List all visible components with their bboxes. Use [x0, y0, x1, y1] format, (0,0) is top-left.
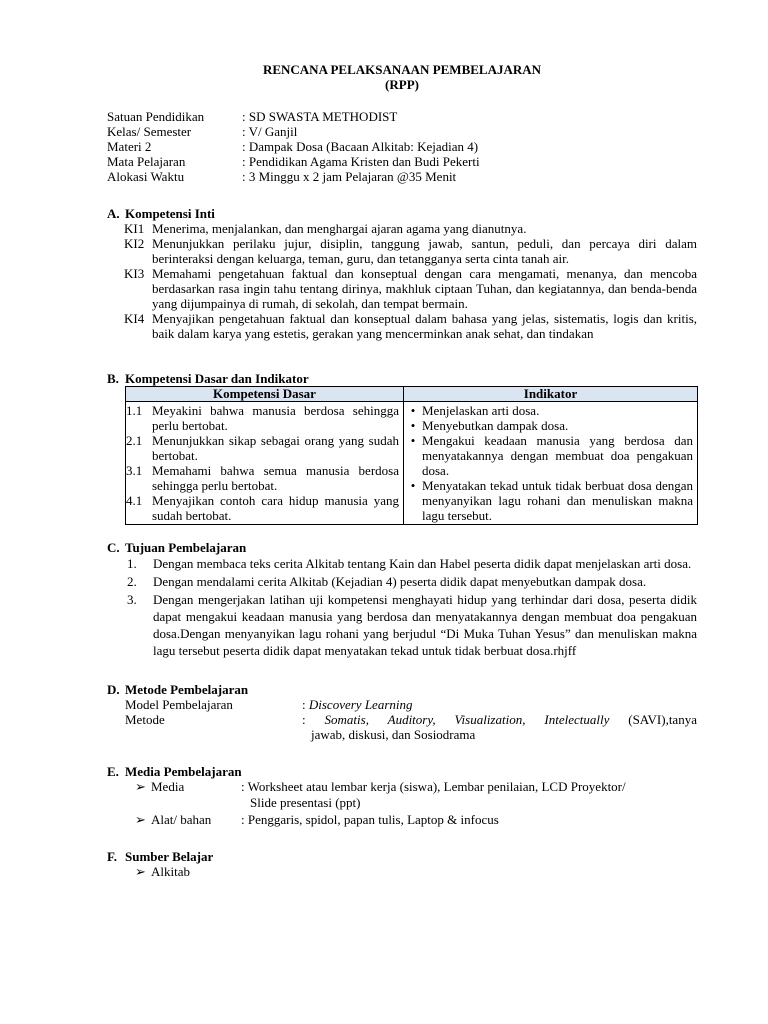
model-prefix: : [302, 697, 309, 712]
identity-value: : V/ Ganjil [242, 124, 298, 139]
bullet-icon: • [410, 433, 416, 448]
kd-number: 1.1 [126, 403, 143, 418]
list-item [107, 555, 697, 572]
list-item [107, 591, 697, 659]
indicator-text: Mengakui keadaan manusia yang berdosa dan menyatakannya dengan membuat doa pengakuan dosa. [422, 433, 693, 478]
identity-value: : SD SWASTA METHODIST [242, 109, 398, 124]
kd-cell [126, 402, 404, 525]
identity-label: Mata Pelajaran [107, 154, 186, 169]
identity-value: : Dampak Dosa (Bacaan Alkitab: Kejadian 4) [242, 139, 479, 154]
indicator-text: Menyebutkan dampak dosa. [422, 418, 569, 433]
list-item [107, 221, 697, 236]
kd-text: Menunjukkan sikap sebagai orang yang sudah bertobat. [152, 433, 399, 463]
section-letter: A. [107, 206, 120, 221]
list-item [404, 433, 693, 478]
model-label: Model Pembelajaran [125, 697, 233, 712]
list-item [404, 403, 693, 418]
list-item [126, 493, 399, 523]
arrow-bullet-icon: ➢ [135, 864, 146, 879]
section-e-heading [107, 764, 697, 779]
document-title: RENCANA PELAKSANAAN PEMBELAJARAN [262, 62, 542, 77]
table-header-row [126, 387, 698, 402]
indicator-text: Menjelaskan arti dosa. [422, 403, 540, 418]
kd-text: Meyakini bahwa manusia berdosa sehingga perlu bertobat. [152, 403, 399, 433]
kd-number: 2.1 [126, 433, 143, 448]
ki-code: KI2 [124, 236, 145, 251]
section-letter: C. [107, 540, 120, 555]
kd-indikator-table [125, 386, 698, 525]
identity-label: Materi 2 [107, 139, 152, 154]
metode-line2: jawab, diskusi, dan Sosiodrama [311, 727, 476, 742]
section-letter: B. [107, 371, 119, 386]
section-letter: E. [107, 764, 119, 779]
media-value: : Worksheet atau lembar kerja (siswa), Lembar penilaian, LCD Proyektor/ [241, 779, 626, 794]
alat-value: : Penggaris, spidol, papan tulis, Laptop & infocus [241, 812, 499, 827]
ki-text: Menyajikan pengetahuan faktual dan konseptual dalam bahasa yang jelas, sistematis, logis dan kritis, baik dalam karya yang estetis, gerakan yang mencerminkan anak sehat, dan tindakan [152, 311, 697, 341]
metode-row [107, 712, 697, 727]
table-header-indikator: Indikator [404, 387, 698, 402]
document-page [107, 62, 697, 879]
arrow-bullet-icon: ➢ [135, 779, 146, 794]
list-text: Dengan mengerjakan latihan uji kompetensi menghayati hidup yang terhindar dari dosa, peserta didik dapat mengakui keadaan manusia yang berdosa dan menyatakannya dengan membuat doa pengakuan dosa.Dengan menyanyikan lagu rohani yang berjudul “Di Muka Tuhan Yesus” dan menuliskan makna lagu tersebut peserta didik dapat menyatakan tekad untuk tidak berbuat dosa.rhjff [153, 592, 697, 658]
list-item [107, 266, 697, 311]
list-item [107, 864, 697, 879]
indikator-cell [404, 402, 698, 525]
identity-label: Kelas/ Semester [107, 124, 192, 139]
list-number: 2. [127, 574, 137, 589]
table-header-kd: Kompetensi Dasar [126, 387, 404, 402]
list-number: 1. [127, 556, 137, 571]
sumber-text: Alkitab [151, 864, 190, 879]
section-d-heading [107, 682, 697, 697]
list-item [107, 236, 697, 266]
section-title: Kompetensi Inti [125, 206, 215, 221]
indicator-text: Menyatakan tekad untuk tidak berbuat dosa dengan menyanyikan lagu rohani dan menuliskan makna lagu tersebut. [422, 478, 693, 523]
section-title: Sumber Belajar [125, 849, 214, 864]
identity-value: : 3 Minggu x 2 jam Pelajaran @35 Menit [242, 169, 457, 184]
media-label: Media [151, 779, 185, 794]
ki-text: Memahami pengetahuan faktual dan konseptual dengan cara mengamati, menanya, dan mencoba berdasarkan rasa ingin tahu tentang dirinya, makhluk ciptaan Tuhan, dan kegiatannya, dan benda-benda yang dijumpainya di rumah, di sekolah, dan tempat bermain. [152, 266, 697, 311]
kd-text: Menyajikan contoh cara hidup manusia yang sudah bertobat. [152, 493, 399, 523]
bullet-icon: • [410, 403, 416, 418]
alat-label: Alat/ bahan [151, 812, 212, 827]
metode-label: Metode [125, 712, 165, 727]
section-c-heading [107, 540, 697, 555]
table-row [126, 402, 698, 525]
tujuan-list [107, 555, 697, 659]
section-f-heading [107, 849, 697, 864]
media-value-line2: Slide presentasi (ppt) [250, 795, 361, 810]
metode-italic: Somatis, Auditory, Visualization, Intelectually [324, 712, 610, 727]
list-item [126, 403, 399, 433]
identity-row [107, 139, 697, 154]
list-text: Dengan membaca teks cerita Alkitab tentang Kain dan Habel peserta didik dapat menjelaskan arti dosa. [153, 556, 692, 571]
identity-row [107, 124, 697, 139]
ki-text: Menerima, menjalankan, dan menghargai ajaran agama yang dianutnya. [152, 221, 527, 236]
identity-row [107, 154, 697, 169]
section-a-heading [107, 206, 697, 221]
list-item [404, 418, 693, 433]
section-letter: F. [107, 849, 117, 864]
document-subtitle: (RPP) [385, 77, 419, 92]
list-item [107, 812, 697, 827]
metode-value [302, 712, 697, 727]
section-title: Tujuan Pembelajaran [125, 540, 247, 555]
bullet-icon: • [410, 418, 416, 433]
list-item [404, 478, 693, 523]
list-item [107, 573, 697, 590]
section-title: Metode Pembelajaran [125, 682, 249, 697]
list-item [126, 433, 399, 463]
list-text: Dengan mendalami cerita Alkitab (Kejadian 4) peserta didik dapat menyebutkan dampak dosa. [153, 574, 647, 589]
identity-block [107, 109, 697, 184]
section-b-heading [107, 371, 697, 386]
bullet-icon: • [410, 478, 416, 493]
list-item [107, 311, 697, 341]
section-letter: D. [107, 682, 120, 697]
list-item [107, 779, 697, 794]
list-item [126, 463, 399, 493]
section-title: Kompetensi Dasar dan Indikator [125, 371, 309, 386]
list-number: 3. [127, 592, 137, 607]
list-item-continued [107, 794, 697, 812]
kd-text: Memahami bahwa semua manusia berdosa sehingga perlu bertobat. [152, 463, 399, 493]
ki-code: KI1 [124, 221, 145, 236]
model-row [107, 697, 697, 712]
ki-text: Menunjukkan perilaku jujur, disiplin, tanggung jawab, santun, peduli, dan percaya diri dalam berinteraksi dengan keluarga, teman, guru, dan tetangganya serta cinta tanah air. [152, 236, 697, 266]
metode-row-2 [107, 727, 697, 742]
ki-code: KI3 [124, 266, 145, 281]
model-value [302, 697, 697, 712]
kd-number: 3.1 [126, 463, 143, 478]
arrow-bullet-icon: ➢ [135, 812, 146, 827]
model-name: Discovery Learning [308, 697, 413, 712]
section-title: Media Pembelajaran [125, 764, 242, 779]
identity-row [107, 169, 697, 184]
identity-row [107, 109, 697, 124]
ki-code: KI4 [124, 311, 145, 326]
kd-number: 4.1 [126, 493, 143, 508]
metode-rest: (SAVI),tanya [609, 712, 697, 727]
identity-value: : Pendidikan Agama Kristen dan Budi Pekerti [242, 154, 480, 169]
identity-label: Satuan Pendidikan [107, 109, 205, 124]
identity-label: Alokasi Waktu [107, 169, 185, 184]
metode-prefix: : [302, 712, 325, 727]
kompetensi-inti-list [107, 221, 697, 341]
